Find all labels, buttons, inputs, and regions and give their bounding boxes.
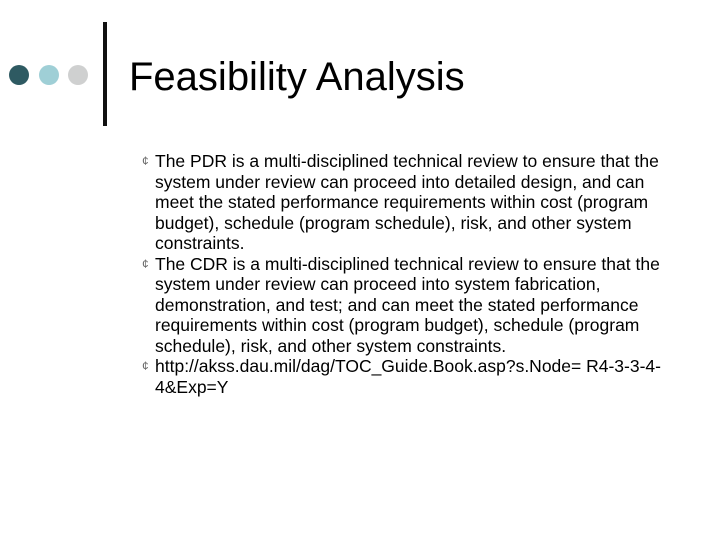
bullet-item [142, 356, 682, 397]
bullet-link-text: http://akss.dau.mil/dag/TOC_Guide.Book.asp?s.Node= R4-3-3-4-4&Exp=Y [155, 356, 661, 397]
bullet-text: The CDR is a multi-disciplined technical review to ensure that the system under review can proceed into system fabrication, demonstration, and test; and can meet the stated performance requirements within cost (program budget), schedule (program schedule), risk, and other system constraints. [155, 253, 660, 356]
decorative-dot-dark [9, 65, 29, 85]
bullet-list [142, 151, 682, 397]
decorative-dot-gray [68, 65, 88, 85]
bullet-marker-icon: ¢ [142, 154, 149, 168]
slide-title: Feasibility Analysis [129, 55, 465, 99]
bullet-text: The PDR is a multi-disciplined technical review to ensure that the system under review can proceed into detailed design, and can meet the stated performance requirements within cost (program budget), schedule (program schedule), risk, and other system constraints. [155, 151, 659, 253]
title-divider-bar [103, 22, 107, 126]
bullet-marker-icon: ¢ [142, 256, 149, 271]
bullet-marker-icon: ¢ [142, 359, 149, 373]
decorative-dot-light [39, 65, 59, 85]
bullet-item [142, 254, 682, 357]
bullet-item [142, 151, 682, 254]
